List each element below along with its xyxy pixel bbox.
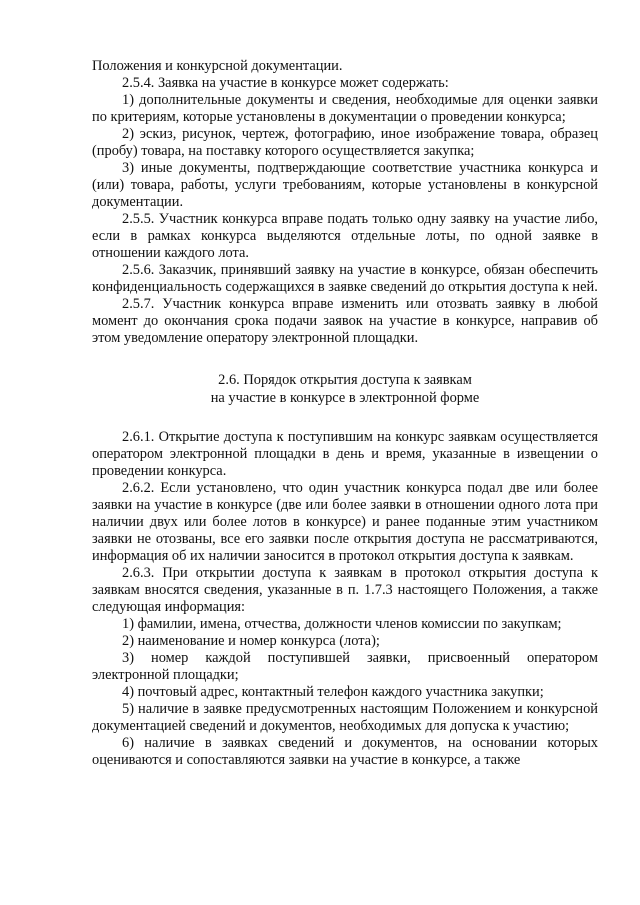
paragraph: 3) иные документы, подтверждающие соответствие участника конкурса и (или) товара, работы, услуги требованиям, которые установлены в конкурсной документации.: [92, 160, 598, 210]
paragraph: 4) почтовый адрес, контактный телефон каждого участника закупки;: [122, 684, 544, 700]
paragraph: 2) эскиз, рисунок, чертеж, фотографию, иное изображение товара, образец (пробу) товара, на поставку которого осуществляется закупка;: [92, 126, 598, 159]
paragraph: 1) дополнительные документы и сведения, необходимые для оценки заявки по критериям, которые установлены в документации о проведении конкурса;: [92, 92, 598, 125]
paragraph: 2.5.5. Участник конкурса вправе подать только одну заявку на участие либо, если в рамках конкурса выделяются отдельные лоты, по одной заявке в отношении каждого лота.: [92, 211, 598, 261]
section-heading: [92, 371, 598, 407]
section-heading-line-2: на участие в конкурсе в электронной форме: [210, 390, 480, 406]
paragraph: 2.6.1. Открытие доступа к поступившим на конкурс заявкам осуществляется оператором электронной площадки в день и время, указанные в извещении о проведении конкурса.: [92, 429, 598, 479]
section-heading-line-1: 2.6. Порядок открытия доступа к заявкам: [218, 372, 472, 388]
paragraph: 2.5.7. Участник конкурса вправе изменить или отозвать заявку в любой момент до окончания срока подачи заявок на участие в конкурсе, направив об этом уведомление оператору электронной площадки.: [92, 296, 598, 346]
paragraph: 2.5.4. Заявка на участие в конкурсе может содержать:: [122, 75, 449, 91]
paragraph: 5) наличие в заявке предусмотренных настоящим Положением и конкурсной документацией сведений и документов, необходимых для допуска к участию;: [92, 701, 598, 734]
paragraph: 1) фамилии, имена, отчества, должности членов комиссии по закупкам;: [122, 616, 562, 632]
paragraph: 6) наличие в заявках сведений и документов, на основании которых оцениваются и сопоставляются заявки на участие в конкурсе, а также: [92, 735, 598, 768]
paragraph: 2.6.3. При открытии доступа к заявкам в протокол открытия доступа к заявкам вносятся сведения, указанные в п. 1.7.3 настоящего Положения, а также следующая информация:: [92, 565, 598, 615]
paragraph: 2.6.2. Если установлено, что один участник конкурса подал две или более заявки на участие в конкурсе (две или более заявки в отношении одного лота при наличии двух или более лотов в конкурсе) и ранее поданные этим участником заявки не отозваны, все его заявки после открытия доступа не рассматриваются, информация об их наличии заносится в протокол открытия доступа к заявкам.: [92, 480, 598, 564]
paragraph: Положения и конкурсной документации.: [92, 58, 343, 74]
paragraph: 2) наименование и номер конкурса (лота);: [122, 633, 380, 649]
section-2-5-text: [92, 58, 598, 347]
section-2-6-text: [92, 429, 598, 769]
paragraph: 3) номер каждой поступившей заявки, присвоенный оператором электронной площадки;: [92, 650, 598, 683]
paragraph: 2.5.6. Заказчик, принявший заявку на участие в конкурсе, обязан обеспечить конфиденциальность содержащихся в заявке сведений до открытия доступа к ней.: [92, 262, 598, 295]
